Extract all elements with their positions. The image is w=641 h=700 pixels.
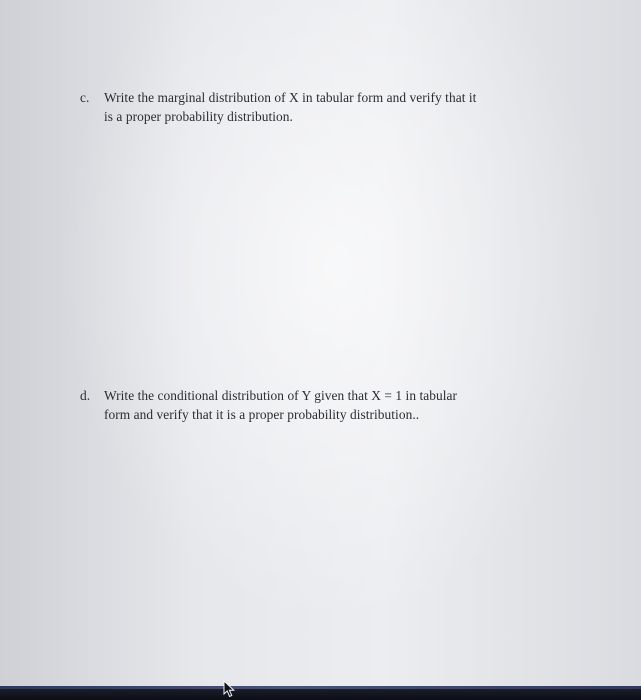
taskbar-edge <box>0 686 641 689</box>
question-label: c. <box>80 90 90 105</box>
question-text-line: is a proper probability distribution. <box>104 109 293 124</box>
question-text-line: Write the marginal distribution of X in tabular form and verify that it <box>104 90 477 105</box>
question-text-line: form and verify that it is a proper probability distribution.. <box>104 407 420 422</box>
question-label: d. <box>80 388 91 403</box>
question-text-line: Write the conditional distribution of Y given that X = 1 in tabular <box>104 388 457 403</box>
mouse-pointer-icon <box>223 680 237 698</box>
